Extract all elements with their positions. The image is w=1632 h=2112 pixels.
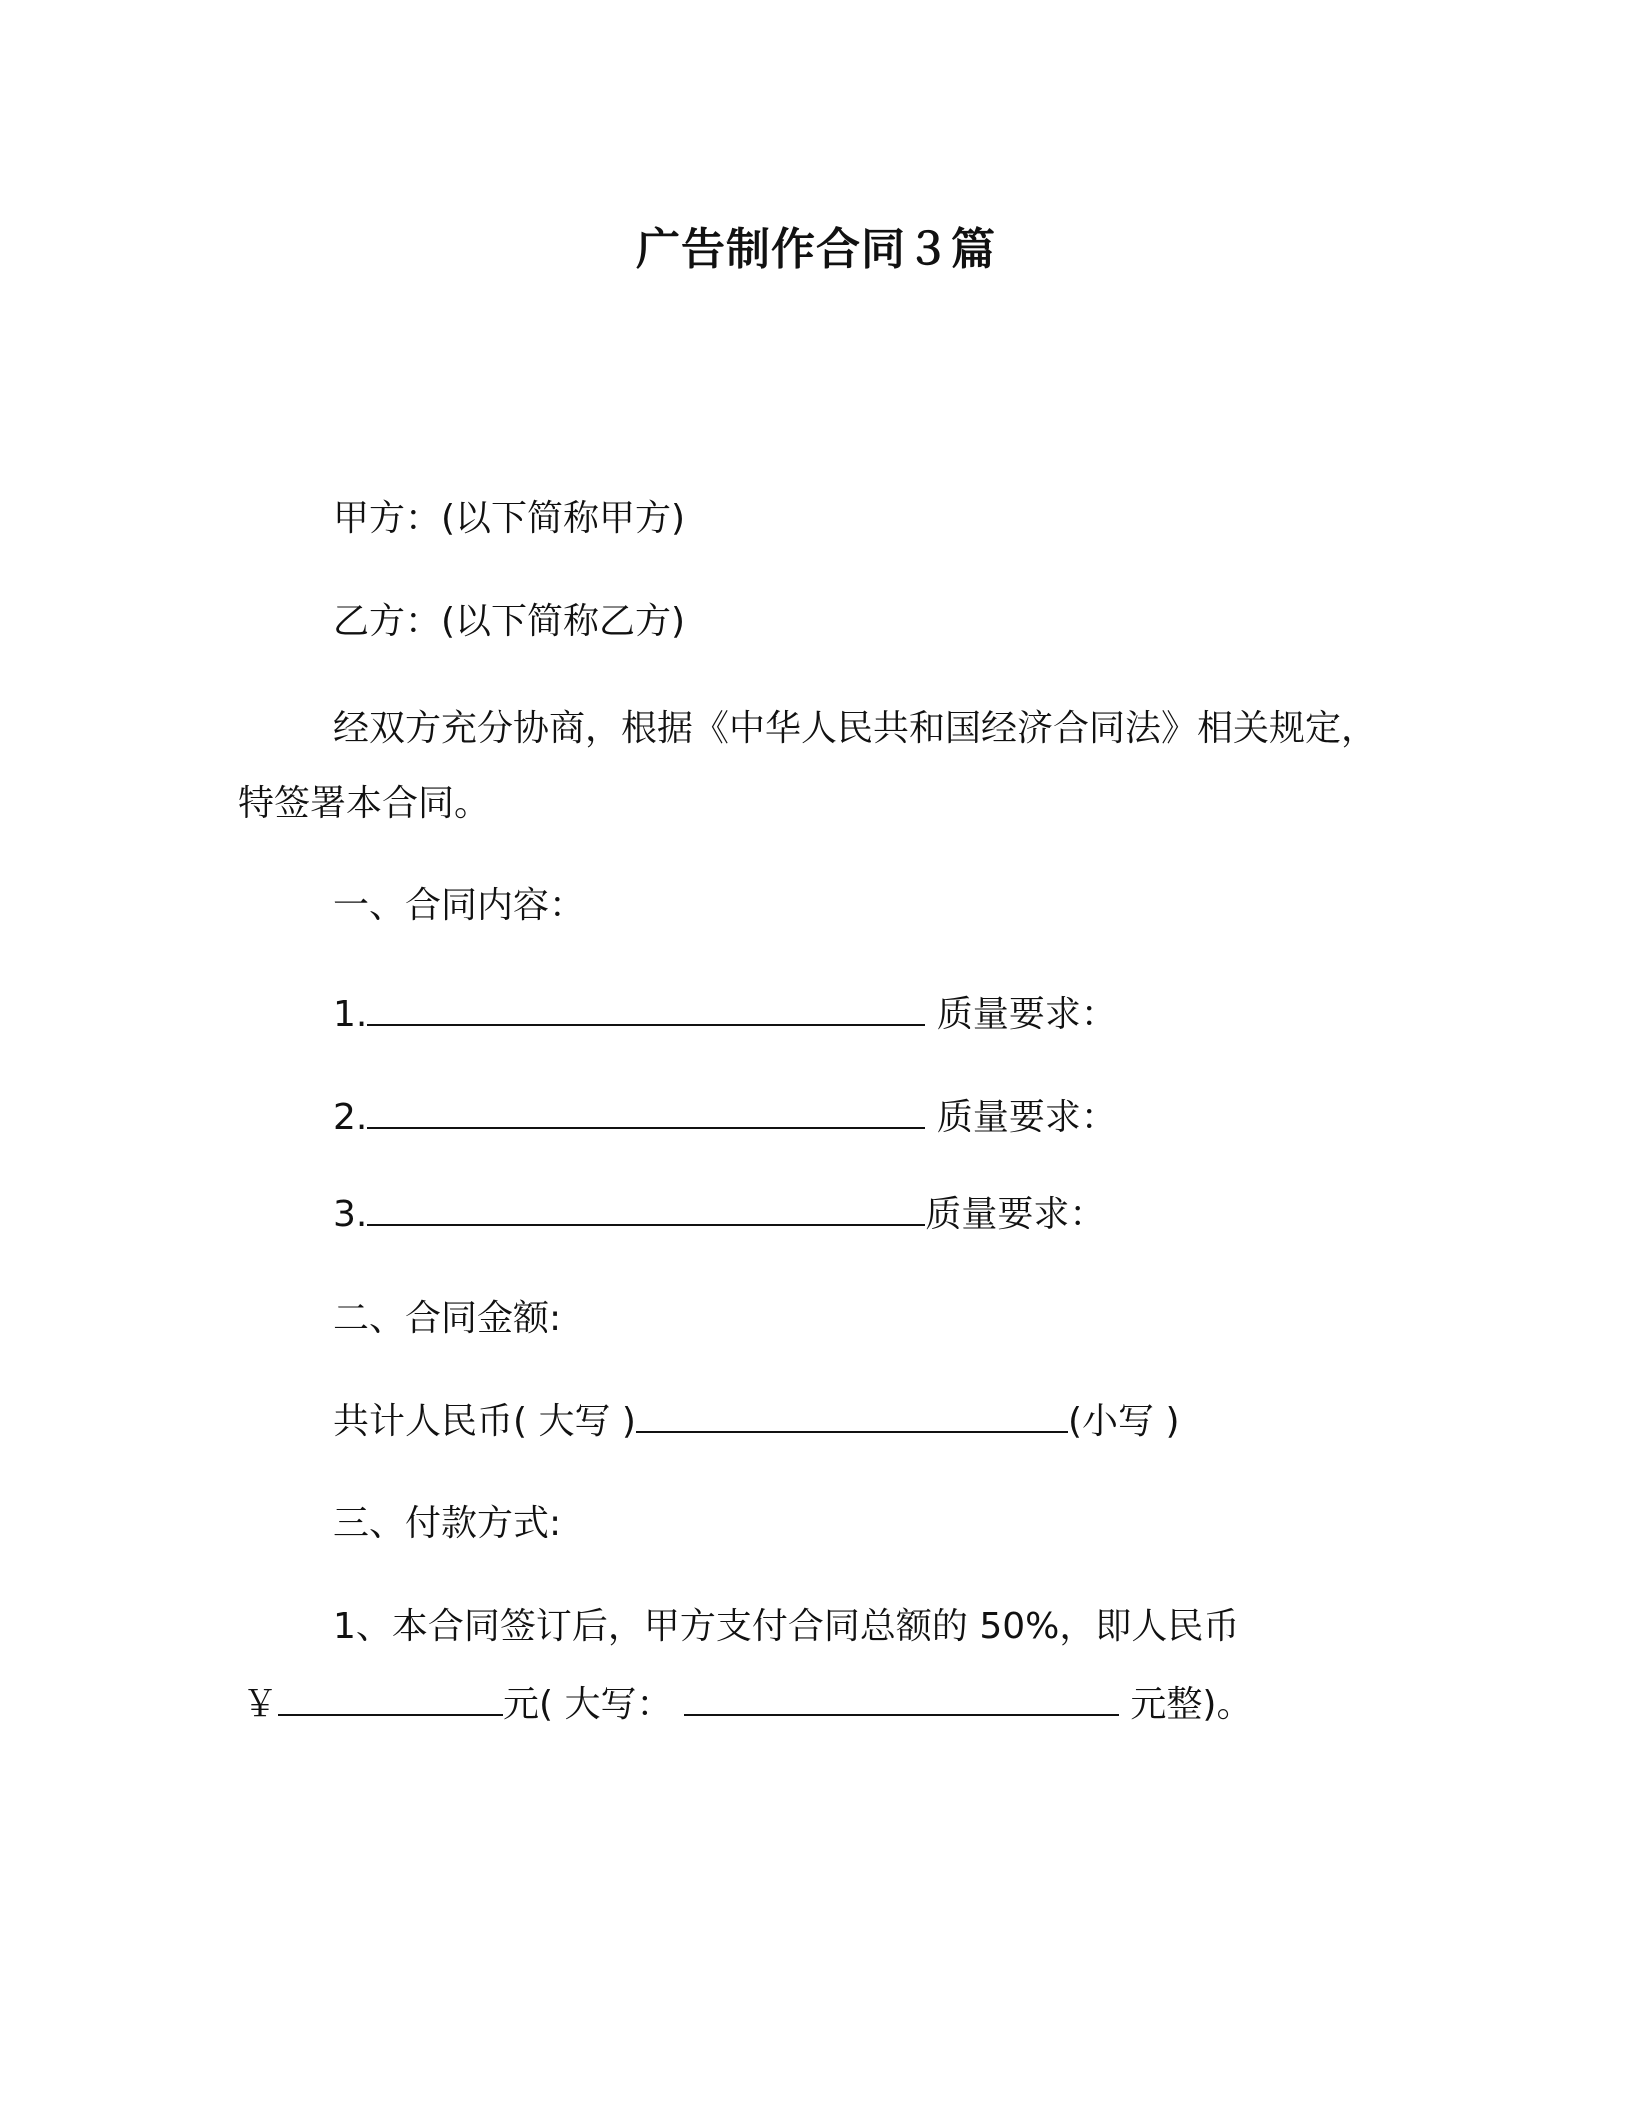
- payment-1-line-2: [242, 1680, 1252, 1729]
- item-quality-label: 质量要求：: [925, 1194, 1106, 1235]
- contract-item-2: [333, 1093, 1117, 1142]
- payment-mid-text: 元( 大写：: [503, 1684, 673, 1725]
- item-number: 1.: [333, 994, 368, 1035]
- amount-blank-line: [636, 1397, 1068, 1433]
- contract-item-3: [333, 1190, 1105, 1239]
- party-a-line: 甲方：(以下简称甲方): [333, 498, 686, 539]
- item-number: 2.: [333, 1097, 368, 1138]
- section-1-heading: 一、合同内容：: [333, 885, 586, 926]
- item-number: 3.: [333, 1194, 368, 1235]
- item-blank-line: [367, 1093, 925, 1129]
- party-b-line: 乙方：(以下简称乙方): [333, 601, 686, 642]
- amount-prefix: 共计人民币( 大写 ): [333, 1401, 636, 1442]
- item-blank-line: [367, 1190, 925, 1226]
- item-quality-label: 质量要求：: [936, 994, 1117, 1035]
- preamble-line-1: 经双方充分协商，根据《中华人民共和国经济合同法》相关规定，: [333, 708, 1378, 749]
- amount-suffix: (小写 ): [1067, 1401, 1180, 1442]
- document-title: 广告制作合同３篇: [636, 224, 996, 275]
- item-blank-line: [367, 990, 925, 1026]
- section-2-heading: 二、合同金额:: [333, 1298, 562, 1339]
- payment-1-line-1: 1、本合同签订后，甲方支付合同总额的 50%，即人民币: [333, 1606, 1240, 1647]
- payment-words-blank: [684, 1680, 1119, 1716]
- item-quality-label: 质量要求：: [936, 1097, 1117, 1138]
- currency-symbol: ￥: [242, 1684, 279, 1725]
- preamble-line-2: 特签署本合同。: [238, 783, 491, 824]
- contract-item-1: [333, 990, 1117, 1039]
- amount-line: [333, 1397, 1180, 1446]
- payment-amount-blank: [278, 1680, 503, 1716]
- payment-end-text: 元整)。: [1130, 1684, 1253, 1725]
- section-3-heading: 三、付款方式:: [333, 1503, 562, 1544]
